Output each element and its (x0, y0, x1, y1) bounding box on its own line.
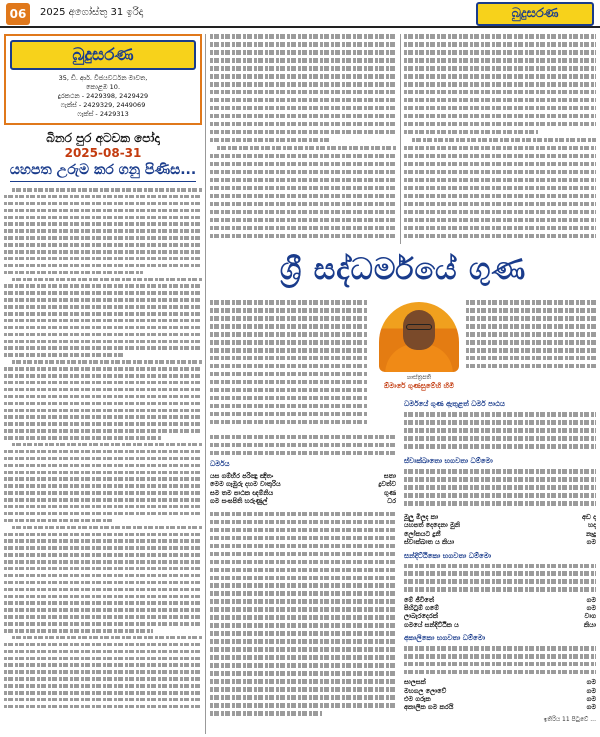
left-article-pretitle: බිනර පුර අටවක පෝදා (46, 131, 160, 145)
right-body-1 (466, 300, 596, 375)
page-header (0, 0, 600, 28)
verse-line: යස ගම්භීර පරිඤු ඤිතං (210, 472, 274, 480)
column-divider (400, 34, 401, 244)
masthead-contact (10, 74, 196, 119)
verse-line: අකාලික ගම කරයි (404, 703, 454, 712)
middle-verse-heading: ධර්මය (210, 460, 230, 468)
page-number: 06 (6, 3, 30, 25)
verse-end: නෑදු (586, 529, 596, 538)
right-body-3 (404, 469, 596, 509)
verse-line: සම තම පාඨක ඥම්නිය (210, 488, 274, 497)
left-article-title: යහපත උරුම කර ගනු පිණිස... (9, 162, 197, 178)
verse-end: වාග (584, 612, 596, 621)
middle-column-bottom (210, 435, 396, 722)
right-body-4 (404, 564, 596, 592)
right-column-top (404, 34, 596, 239)
author-name: ඕමාරේ ගුණසුමේහි හිමි (383, 382, 455, 390)
verse-line: ගම සංඝපිති හරුණුල් (210, 497, 268, 506)
verse-end: සතා (383, 472, 396, 480)
right-verse-1 (404, 513, 596, 547)
verse-line: ස්වාක්ඛාත ය කියා (404, 538, 455, 547)
feature-title: ශ්‍රී සද්ධර්මයේ ගුණ (279, 252, 527, 287)
verse-line: පිහිටුම් ගමේ (404, 604, 439, 613)
right-subhead-2: ස්වාක්ඛාතො භගවතා ධම්මො (404, 457, 493, 465)
verse-end: ධර (387, 497, 396, 506)
verse-line: ලාබැරදෙරක් (404, 612, 439, 621)
verse-end: කියා (583, 620, 596, 629)
left-article-date: 2025-08-31 (64, 146, 142, 160)
middle-article-text (210, 34, 396, 239)
middle-body-2 (210, 435, 396, 455)
right-column-lower (466, 300, 596, 375)
verse-end: හද (587, 521, 596, 530)
right-body-2 (404, 412, 596, 452)
right-subhead-3: සන්දිට්ඨිකො භගවතා ධම්මො (404, 551, 492, 560)
verse-end: ගුණ (384, 488, 396, 497)
verse-line: මෙම ගැඹුරු දහම වාතුරිය (210, 480, 281, 489)
verse-line: එම ගරුක (404, 695, 431, 704)
verse-end: ගම (586, 604, 596, 613)
feature-banner (210, 246, 596, 294)
right-subhead-4: අකාලිකො භගවතා ධම්මො (404, 634, 486, 643)
verse-line: මේ ජීවිතේ (404, 595, 435, 604)
verse-line: ගමයේ සන්දිට්ඨික ය (404, 620, 459, 629)
masthead-box (4, 34, 202, 125)
author-box (374, 302, 464, 392)
divider (10, 181, 196, 182)
newspaper-logo: බුදුසරණ (476, 2, 594, 26)
column-divider (205, 34, 206, 734)
verse-end: ද්‍රවත්ව (378, 480, 396, 489)
middle-column-lower (210, 300, 368, 430)
verse-line: යහපත් දෙදෙනා මුනි (404, 521, 460, 530)
verse-line: මහගල ලොවේ (404, 686, 447, 695)
left-column (4, 34, 202, 734)
right-column-bottom (404, 395, 596, 724)
author-photo (379, 302, 459, 372)
address-line: 35, ඩී. ආර්. විජයවර්ධන මාවත, (58, 74, 148, 82)
fax2-line: ෆැක්ස් - 2429313 (77, 110, 129, 118)
right-subhead-1: ධර්මයේ ගුණ ඇතුළත් ධර්ම පාඨය (404, 400, 505, 408)
verse-end: අඩ ද (582, 513, 596, 521)
verse-end: ගම (586, 686, 596, 695)
issue-date: 2025 අගෝස්තු 31 ඉරිදා (40, 7, 144, 18)
right-body-5 (404, 646, 596, 674)
verse-line: සාලසක් (404, 678, 426, 687)
phone-line: දුරකථන - 2429398, 2429429 (57, 92, 149, 100)
author-role: ශාස්ත්‍රපති (406, 374, 432, 381)
middle-verse (210, 472, 396, 506)
continued-note: ඉතිරිය 11 පිටුවේ ... (543, 715, 596, 723)
verse-end: ගම (586, 703, 596, 712)
right-verse-3 (404, 678, 596, 712)
verse-line: ලෝකයට දුනී (404, 529, 441, 538)
fax-line: ෆැක්ස් - 2429329, 2449069 (60, 101, 146, 109)
left-article-body (4, 188, 202, 708)
verse-line: මූලු මිලද කා (404, 513, 439, 521)
verse-end: ගම (586, 538, 596, 547)
verse-end: ගම (586, 678, 596, 687)
verse-end: ගම (586, 595, 596, 604)
right-verse-2 (404, 596, 596, 630)
middle-body-3 (210, 512, 396, 722)
city-line: කොළඹ 10. (85, 83, 121, 91)
middle-body-1 (210, 300, 368, 430)
right-article-text (404, 34, 596, 239)
verse-end: ගම (586, 695, 596, 704)
masthead-logo: බුදුසරණ (10, 40, 196, 70)
middle-column-top (210, 34, 396, 239)
left-article-header (4, 131, 202, 182)
